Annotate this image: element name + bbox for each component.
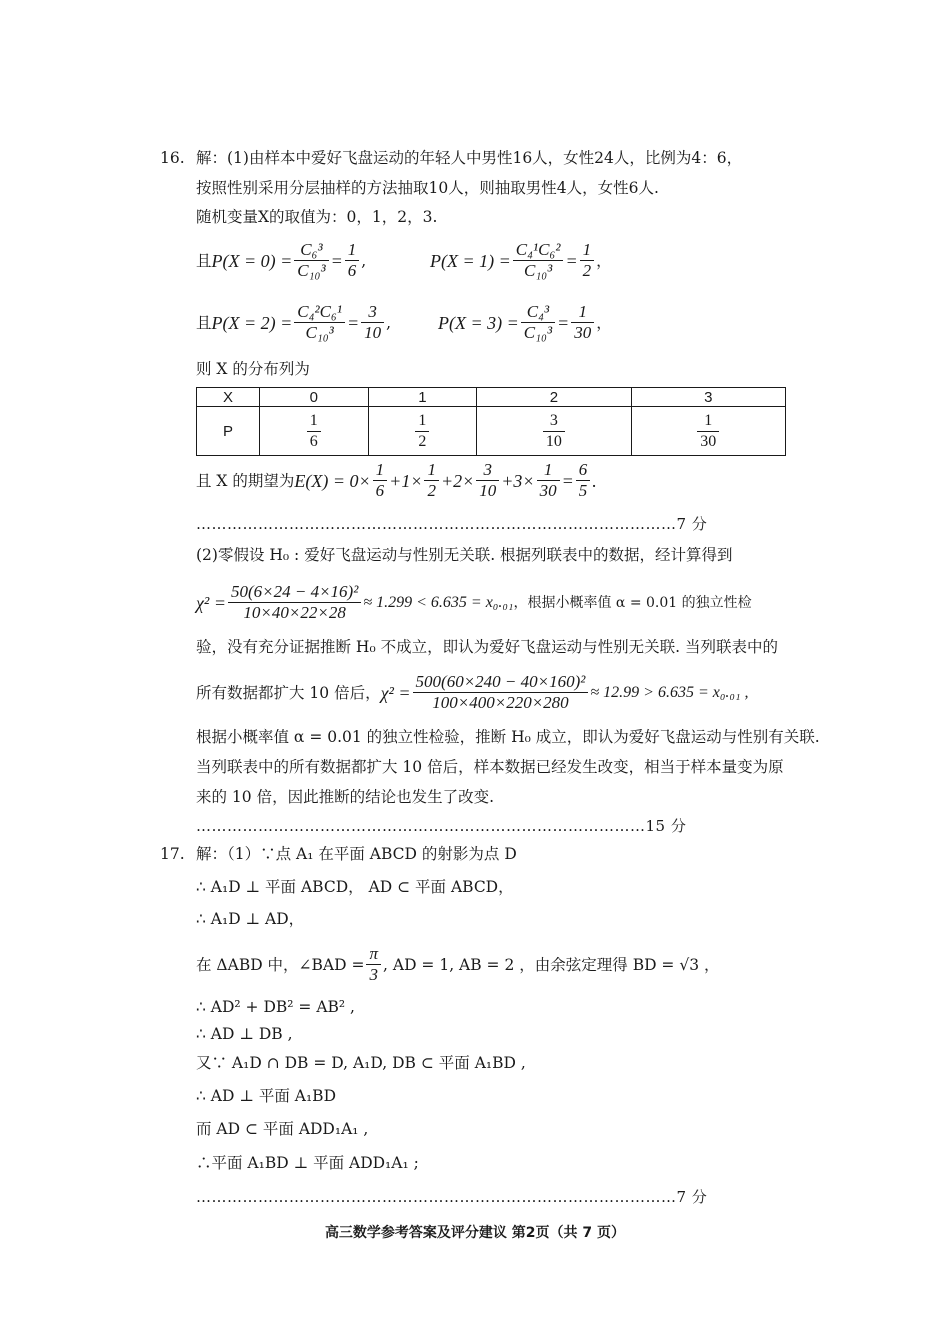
chi2-rhs: ≈ 12.99 > 6.635 = x₀.₀₁ , bbox=[590, 683, 749, 701]
conclusion-line1: 根据小概率值 α = 0.01 的独立性检验，推断 H₀ 成立，即认为爱好飞盘运动与性别有关联. bbox=[196, 728, 820, 746]
conclusion-line2: 当列联表中的所有数据都扩大 10 倍后，样本数据已经发生改变，相当于样本量变为原 bbox=[196, 758, 784, 776]
table-header-cell: 2 bbox=[477, 388, 631, 407]
q17-line2: ∴ A₁D ⊥ 平面 ABCD， AD ⊂ 平面 ABCD， bbox=[196, 878, 514, 896]
table-header-cell: 0 bbox=[259, 388, 368, 407]
p0-comb-fraction: $\frac{\text{C₆³}}{\text{C₁₀³}}$ bbox=[294, 240, 328, 281]
dist-intro: 则 X 的分布列为 bbox=[196, 360, 310, 378]
q17-line9: 而 AD ⊂ 平面 ADD₁A₁ , bbox=[196, 1120, 369, 1138]
q16-line3: 随机变量X的取值为：0，1，2，3. bbox=[196, 208, 438, 226]
table-row-label: P bbox=[197, 407, 260, 456]
table-header-row bbox=[197, 388, 786, 407]
table-cell: $\frac{1}{2}$ bbox=[368, 407, 477, 456]
chi-rhs: ≈ 1.299 < 6.635 = x₀.₀₁ bbox=[363, 593, 514, 611]
table-header-cell: X bbox=[197, 388, 260, 407]
table-cell: $\frac{3}{10}$ bbox=[477, 407, 631, 456]
distribution-table bbox=[196, 387, 786, 456]
table-header-cell: 3 bbox=[631, 388, 785, 407]
q17-line4: 在 ΔABD 中，∠BAD = $\frac{\pi}{3}$ , AD = 1, AB = 2 ，由余弦定理得 BD = √3 ， bbox=[196, 944, 720, 984]
score-7-a: …………………………………………………………………………………7 分 bbox=[196, 515, 708, 533]
score-15: ……………………………………………………………………………15 分 bbox=[196, 817, 687, 835]
chi-lhs: χ² = bbox=[196, 592, 226, 613]
chi-tail: ，根据小概率值 α = 0.01 的独立性检 bbox=[513, 594, 752, 611]
p0-value-fraction: $\frac{1}{6}$ bbox=[345, 240, 360, 281]
table-row bbox=[197, 407, 786, 456]
q16-line2: 按照性别采用分层抽样的方法抽取10人，则抽取男性4人，女性6人. bbox=[196, 179, 659, 197]
score-7-b: …………………………………………………………………………………7 分 bbox=[196, 1188, 708, 1206]
q17-line3: ∴ A₁D ⊥ AD， bbox=[196, 910, 305, 928]
chi-square-line bbox=[196, 582, 752, 623]
q17-line1: 解：（1）∵点 A₁ 在平面 ABCD 的射影为点 D bbox=[196, 845, 517, 863]
p3-value-fraction: $\frac{1}{30}$ bbox=[571, 302, 594, 343]
table-cell: $\frac{1}{6}$ bbox=[259, 407, 368, 456]
table-header-cell: 1 bbox=[368, 388, 477, 407]
expect-text: 且 X 的期望为 bbox=[196, 471, 295, 490]
prob-prefix: 且 bbox=[196, 251, 212, 270]
p1-label: P(X = 1) = bbox=[430, 250, 511, 271]
chi-square-line-2 bbox=[196, 672, 749, 713]
conclusion-line3: 来的 10 倍，因此推断的结论也发生了改变. bbox=[196, 788, 495, 806]
expect-lhs: E(X) = 0× bbox=[294, 470, 371, 491]
chi2-fraction: $\frac{\text{500(60×240 − 40×160)²}}{100\times 400\times 220\times 280}$ bbox=[413, 672, 589, 713]
test-line: 验，没有充分证据推断 H₀ 不成立，即认为爱好飞盘运动与性别无关联. 当列联表中的 bbox=[196, 638, 778, 656]
q16-line1: 解：(1)由样本中爱好飞盘运动的年轻人中男性16人，女性24人，比例为4：6， bbox=[196, 149, 743, 167]
q17-line6: ∴ AD ⊥ DB , bbox=[196, 1025, 293, 1043]
chi2-lhs: χ² = bbox=[380, 682, 411, 703]
prob-row-1: 且 P(X = 0) = $\frac{\text{C₆³}}{\text{C₁₀³}}$ = $\frac{1}{6}$ , bbox=[196, 240, 367, 280]
page-footer: 高三数学参考答案及评分建议 第2页（共 7 页） bbox=[324, 1225, 626, 1241]
prob-row-2: 且 P(X = 2) = $\frac{\text{C₄²C₆¹}}{\text{C₁₀³}}$ = $\frac{3}{10}$ , bbox=[196, 302, 392, 342]
p2-label: P(X = 2) = bbox=[211, 312, 293, 333]
p1-value-fraction: $\frac{1}{2}$ bbox=[580, 240, 595, 281]
q17-number: 17. bbox=[160, 845, 185, 863]
table-cell: $\frac{1}{30}$ bbox=[631, 407, 785, 456]
prob-row-2b: P(X = 3) = $\frac{\text{C₄³}}{\text{C₁₀³}}$ = $\frac{1}{30}$ ， bbox=[438, 302, 612, 342]
q17-line5: ∴ AD² + DB² = AB² , bbox=[196, 998, 355, 1016]
p3-comb-fraction: $\frac{\text{C₄³}}{\text{C₁₀³}}$ bbox=[521, 302, 555, 343]
q17-line7: 又∵ A₁D ∩ DB = D, A₁D, DB ⊂ 平面 A₁BD , bbox=[196, 1054, 526, 1072]
prob-row-1b: P(X = 1) = $\frac{\text{C₄¹C₆²}}{\text{C₁₀³}}$ = $\frac{1}{2}$ ， bbox=[430, 240, 612, 280]
q16-number: 16. bbox=[160, 149, 185, 167]
p1-comb-fraction: $\frac{\text{C₄¹C₆²}}{\text{C₁₀³}}$ bbox=[513, 240, 564, 281]
p0-label: P(X = 0) = bbox=[211, 250, 293, 271]
p2-value-fraction: $\frac{3}{10}$ bbox=[361, 302, 384, 343]
expand-prefix: 所有数据都扩大 10 倍后， bbox=[196, 683, 381, 702]
q17-line8: ∴ AD ⊥ 平面 A₁BD bbox=[196, 1087, 336, 1105]
q17-line10: ∴平面 A₁BD ⊥ 平面 ADD₁A₁ ; bbox=[196, 1154, 419, 1172]
p2-comb-fraction: $\frac{\text{C₄²C₆¹}}{\text{C₁₀³}}$ bbox=[294, 302, 345, 343]
p3-label: P(X = 3) = bbox=[438, 312, 519, 333]
part2-line1: (2)零假设 H₀ : 爱好飞盘运动与性别无关联. 根据列联表中的数据，经计算得到 bbox=[196, 546, 733, 564]
angle-fraction: $\frac{\pi}{3}$ bbox=[366, 944, 381, 985]
expectation-line: 且 X 的期望为 E(X) = 0× $\frac{1}{6}$ +1× $\frac{1}{2}$ +2× $\frac{3}{10}$ +3× $\frac{1}{30}$ = $\frac{6}{5}$ . bbox=[196, 460, 597, 500]
chi-fraction: $\frac{\text{50(6×24 − 4×16)²}}{10\times 40\times 22\times 28}$ bbox=[228, 582, 361, 623]
